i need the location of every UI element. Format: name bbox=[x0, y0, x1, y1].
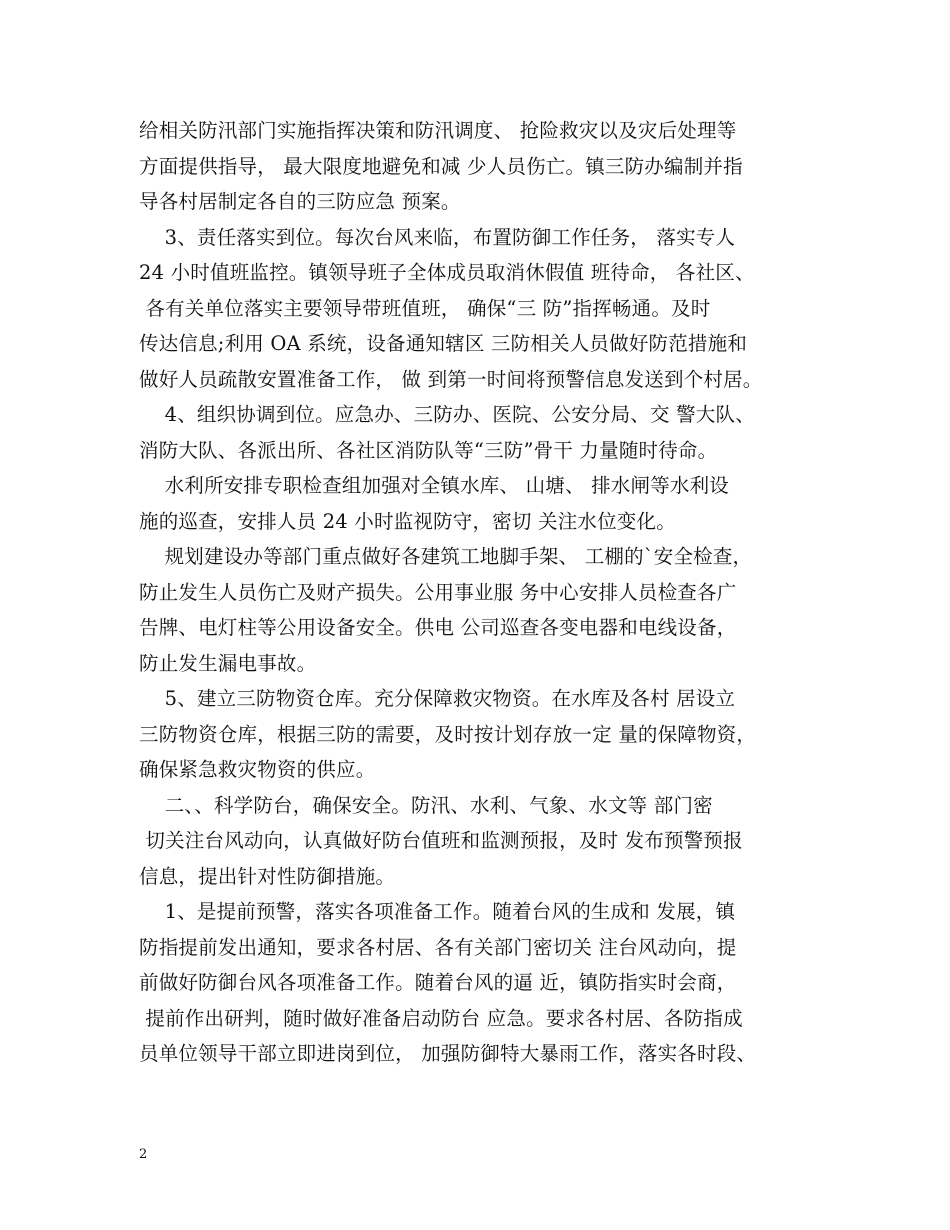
page-number: 2 bbox=[139, 1147, 148, 1162]
text-line: 防止发生漏电事故。 bbox=[139, 651, 317, 675]
text-line: 前做好防御台风各项准备工作。随着台风的逼 近，镇防指实时会商， bbox=[139, 971, 737, 994]
text-line: 防指提前发出通知，要求各村居、各有关部门密切关 注台风动向，提 bbox=[139, 935, 737, 959]
text-line: 4、组织协调到位。应急办、三防办、医院、公安分局、交 警大队、 bbox=[139, 403, 755, 426]
text-line: 员单位领导干部立即进岗到位， 加强防御特大暴雨工作，落实各时段、 bbox=[139, 1042, 757, 1065]
text-line: 5、建立三防物资仓库。充分保障救灾物资。在水库及各村 居设立 bbox=[139, 687, 736, 710]
text-line: 方面提供指导， 最大限度地避免和减 少人员伤亡。镇三防办编制并指 bbox=[139, 154, 743, 178]
text-line: 传达信息;利用 OA 系统，设备通知辖区 三防相关人员做好防范措施和 bbox=[139, 332, 748, 355]
text-line: 各有关单位落实主要领导带班值班， 确保“三 防”指挥畅通。及时 bbox=[139, 296, 711, 320]
text-line: 水利所安排专职检查组加强对全镇水库、 山塘、 排水闸等水利设 bbox=[139, 474, 729, 497]
body-text bbox=[139, 113, 819, 1072]
text-line: 防止发生人员伤亡及财产损失。公用事业服 务中心安排人员检查各广 bbox=[139, 580, 737, 604]
text-line: 施的巡查，安排人员 24 小时监视防守，密切 关注水位变化。 bbox=[139, 509, 676, 533]
text-line: 告牌、电灯柱等公用设备安全。供电 公司巡查各变电器和电线设备， bbox=[139, 616, 737, 639]
text-line: 信息，提出针对性防御措施。 bbox=[139, 864, 396, 888]
text-line: 24 小时值班监控。镇领导班子全体成员取消休假值 班待命， 各社区、 bbox=[139, 261, 755, 284]
text-line: 3、责任落实到位。每次台风来临，布置防御工作任务， 落实专人 bbox=[139, 225, 736, 249]
text-line: 切关注台风动向，认真做好防台值班和监测预报，及时 发布预警预报 bbox=[139, 829, 743, 852]
text-line: 规划建设办等部门重点做好各建筑工地脚手架、 工棚的`安全检查， bbox=[139, 545, 753, 568]
text-line: 1、是提前预警，落实各项准备工作。随着台风的生成和 发展，镇 bbox=[139, 900, 736, 923]
text-line: 提前作出研判，随时做好准备启动防台 应急。要求各村居、各防指成 bbox=[139, 1006, 743, 1030]
text-line: 给相关防汛部门实施指挥决策和防汛调度、 抢险救灾以及灾后处理等 bbox=[139, 119, 737, 142]
text-line: 消防大队、各派出所、各社区消防队等“三防”骨干 力量随时待命。 bbox=[139, 438, 718, 462]
text-line: 三防物资仓库，根据三防的需要，及时按计划存放一定 量的保障物资， bbox=[139, 722, 757, 746]
text-line: 二、、科学防台，确保安全。防汛、水利、气象、水文等 部门密 bbox=[139, 793, 713, 817]
text-line: 导各村居制定各自的三防应急 预案。 bbox=[139, 190, 461, 213]
text-line: 做好人员疏散安置准备工作， 做 到第一时间将预警信息发送到个村居。 bbox=[139, 367, 763, 391]
text-line: 确保紧急救灾物资的供应。 bbox=[139, 758, 376, 781]
